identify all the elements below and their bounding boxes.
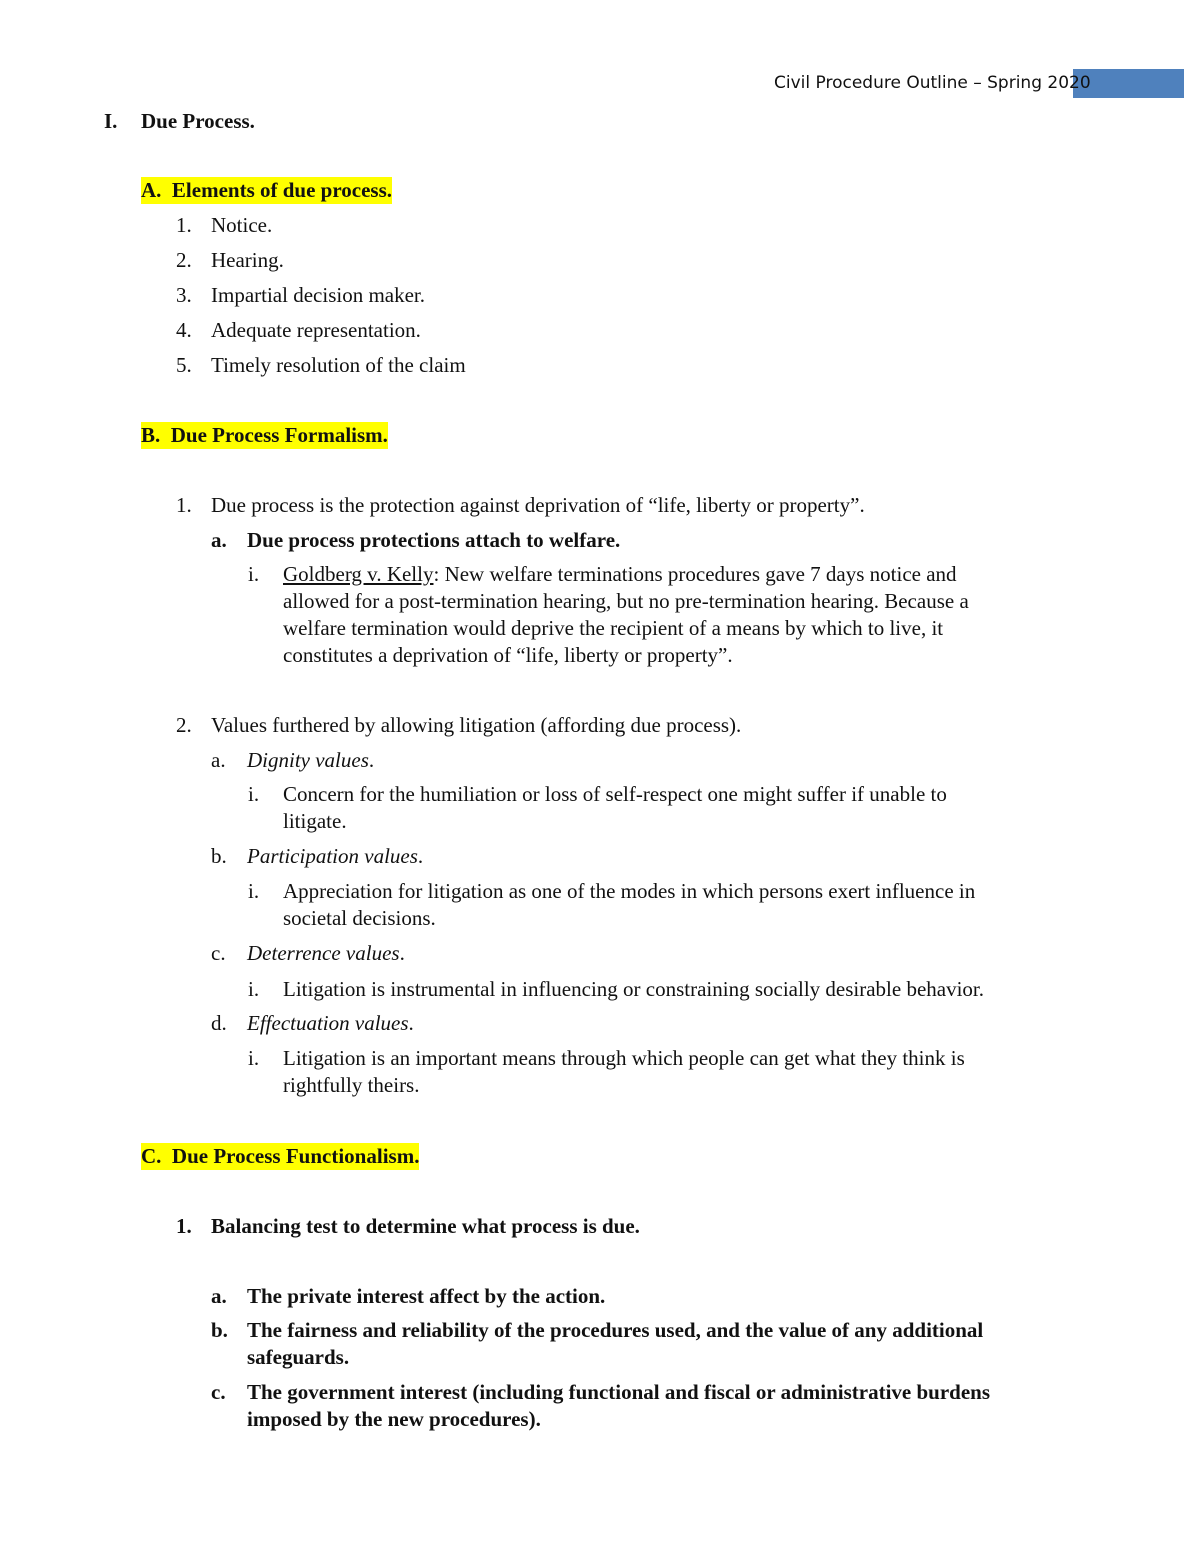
value-description-line: Appreciation for litigation as one of the modes in which persons exert influence in [283, 879, 976, 903]
sub-item: Due process protections attach to welfare. [247, 528, 621, 552]
sub-sub-numeral: i. [248, 879, 260, 903]
case-note-line: : New welfare terminations procedures gave 7 days notice and [433, 562, 957, 586]
subsection-b-title: Due Process Formalism. [170, 423, 388, 447]
list-item: Impartial decision maker. [211, 283, 426, 307]
case-note-line: allowed for a post-termination hearing, but no pre-termination hearing. Because a [283, 589, 969, 613]
value-description-line: Concern for the humiliation or loss of self-respect one might suffer if unable to [283, 782, 947, 806]
value-description-line: litigate. [283, 809, 347, 833]
factor-letter: c. [211, 1380, 226, 1404]
value-letter: d. [211, 1011, 227, 1035]
subsection-b-heading [141, 422, 388, 449]
sub-item-letter: a. [211, 528, 227, 552]
value-letter: a. [211, 748, 226, 772]
subsection-b-letter: B. [141, 423, 161, 447]
list-item: Hearing. [211, 248, 284, 272]
subsection-c-letter: C. [141, 1144, 162, 1168]
factor-line: The private interest affect by the action. [247, 1284, 606, 1308]
sub-sub-numeral: i. [248, 1046, 260, 1070]
case-name: Goldberg v. Kelly [283, 562, 434, 586]
subsection-a-letter: A. [141, 178, 162, 202]
value-label: Dignity values. [247, 748, 375, 772]
factor-line: The fairness and reliability of the procedures used, and the value of any additional [247, 1318, 984, 1342]
case-note-line: welfare termination would deprive the recipient of a means by which to live, it [283, 616, 944, 640]
list-item: Timely resolution of the claim [211, 353, 466, 377]
value-description-line: rightfully theirs. [283, 1073, 420, 1097]
list-item-number: 1. [176, 493, 192, 517]
list-item: Values furthered by allowing litigation (affording due process). [211, 713, 742, 737]
list-item-number: 2. [176, 248, 192, 272]
sub-sub-numeral: i. [248, 977, 260, 1001]
list-item: Due process is the protection against deprivation of “life, liberty or property”. [211, 493, 865, 517]
factor-line: safeguards. [247, 1345, 350, 1369]
list-item-number: 1. [176, 1214, 192, 1238]
value-description-line: societal decisions. [283, 906, 436, 930]
subsection-c-title: Due Process Functionalism. [171, 1144, 420, 1168]
list-item-number: 4. [176, 318, 192, 342]
factor-letter: b. [211, 1318, 228, 1342]
list-item: Balancing test to determine what process is due. [211, 1214, 640, 1238]
subsection-a-title: Elements of due process. [171, 178, 393, 202]
list-item: Adequate representation. [211, 318, 421, 342]
factor-line: imposed by the new procedures). [247, 1407, 541, 1431]
list-item-number: 1. [176, 213, 192, 237]
value-letter: c. [211, 941, 226, 965]
value-description-line: Litigation is an important means through which people can get what they think is [283, 1046, 965, 1070]
factor-line: The government interest (including functional and fiscal or administrative burdens [247, 1380, 991, 1404]
section-title: Due Process. [141, 109, 255, 133]
list-item-number: 3. [176, 283, 192, 307]
section-numeral: I. [104, 109, 118, 133]
case-note-line: constitutes a deprivation of “life, liberty or property”. [283, 643, 733, 667]
subsection-c-heading [141, 1143, 419, 1170]
value-label: Effectuation values. [247, 1011, 414, 1035]
value-label: Participation values. [247, 844, 424, 868]
case-note [283, 561, 957, 588]
value-letter: b. [211, 844, 227, 868]
factor-letter: a. [211, 1284, 227, 1308]
page-header: Civil Procedure Outline – Spring 2020 [774, 73, 1091, 93]
value-label: Deterrence values. [247, 941, 405, 965]
sub-sub-numeral: i. [248, 782, 260, 806]
list-item-number: 2. [176, 713, 192, 737]
subsection-a-heading [141, 177, 392, 204]
value-description-line: Litigation is instrumental in influencing or constraining socially desirable behavior. [283, 977, 985, 1001]
sub-sub-numeral: i. [248, 562, 260, 586]
list-item: Notice. [211, 213, 273, 237]
list-item-number: 5. [176, 353, 192, 377]
